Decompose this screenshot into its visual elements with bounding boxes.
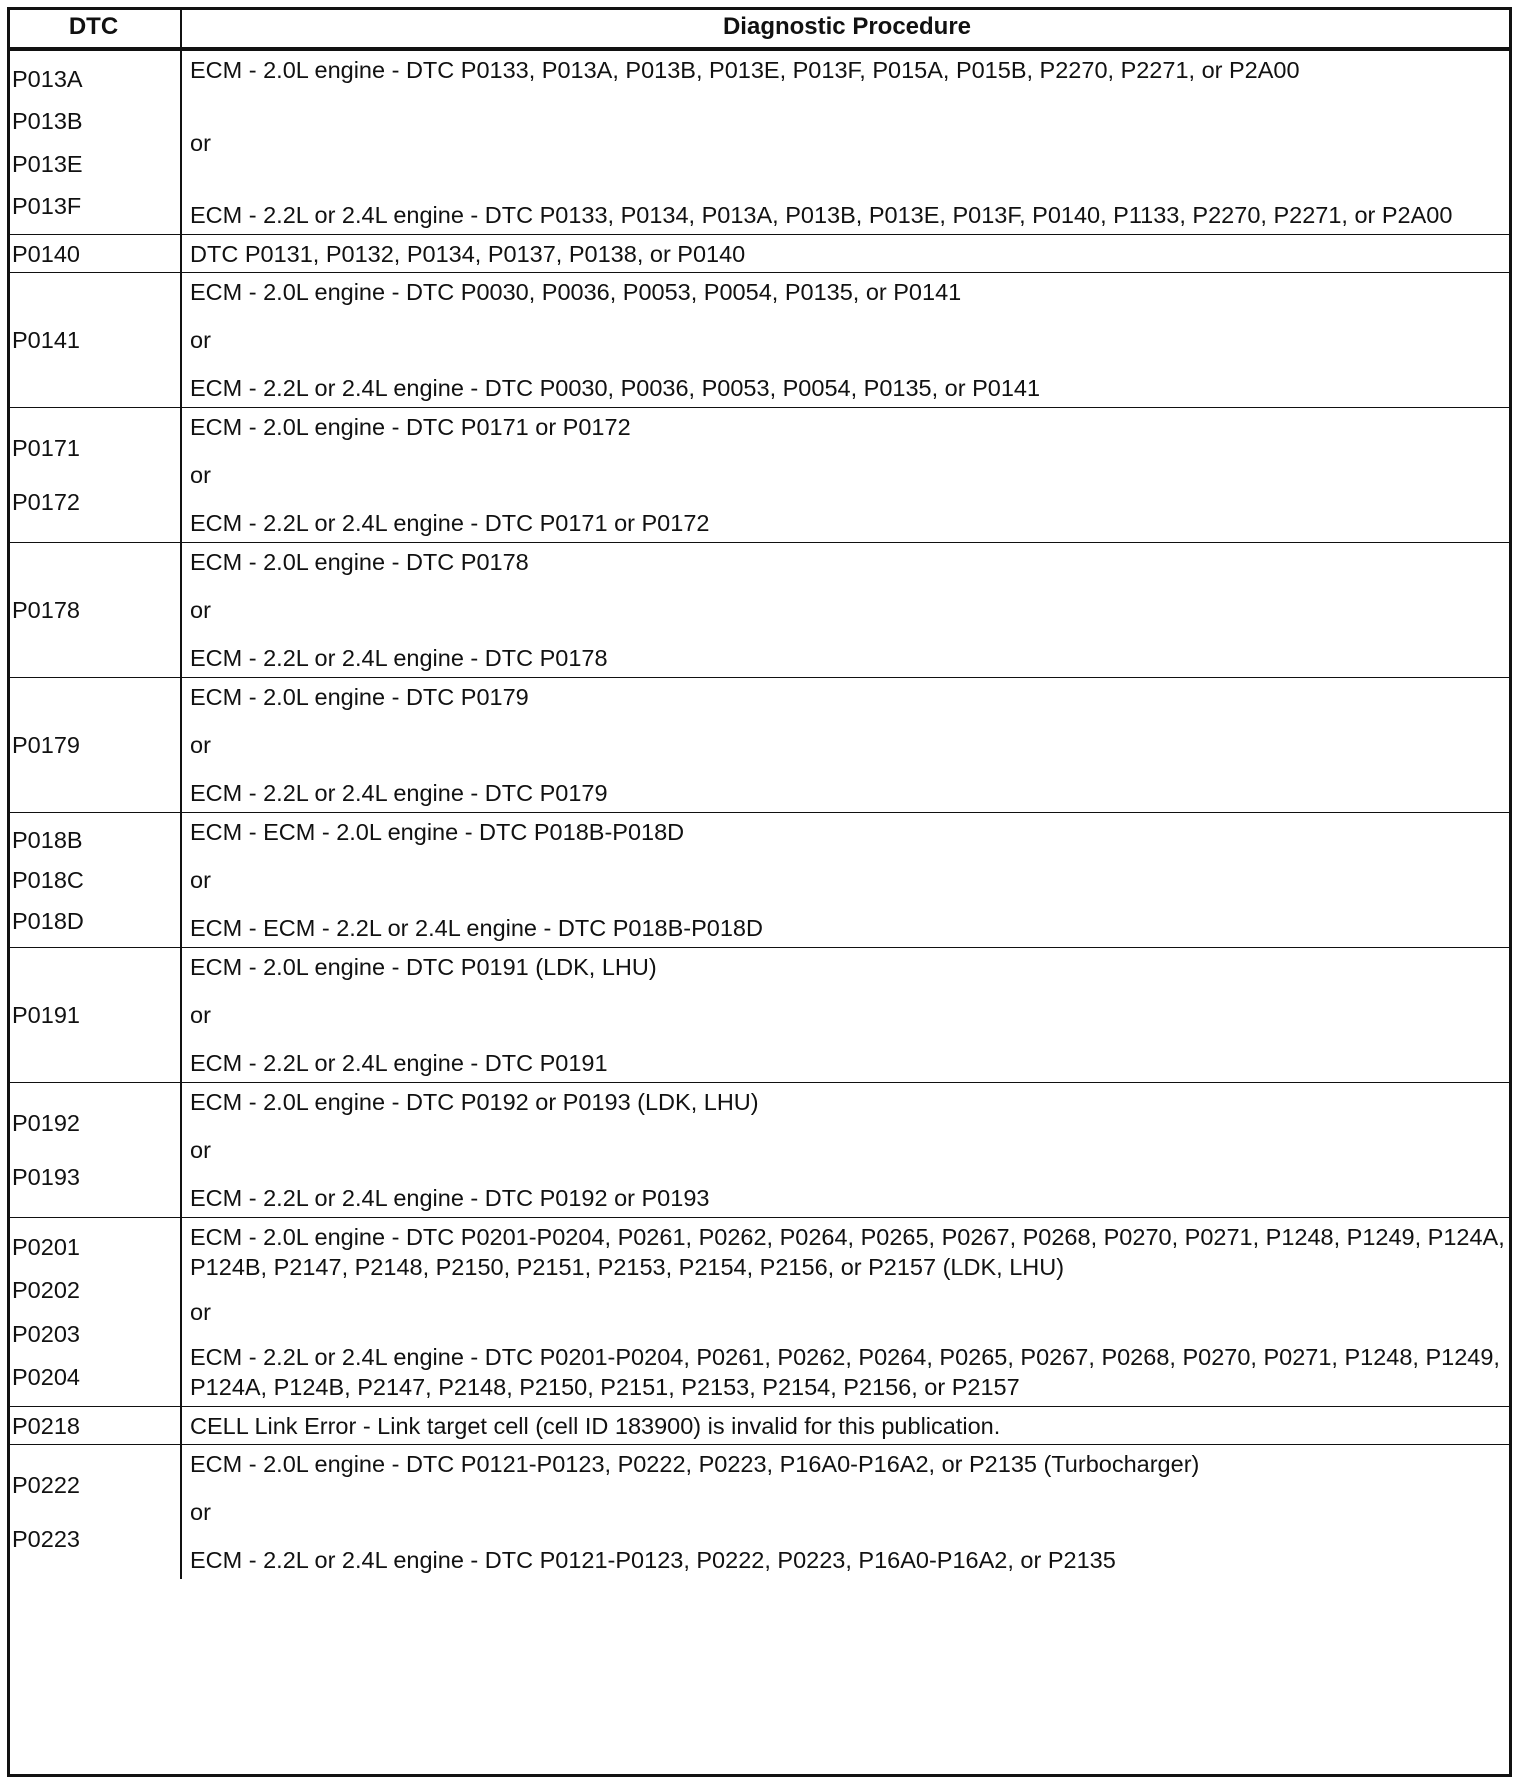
dtc-code: P0193 bbox=[12, 1164, 80, 1190]
procedure-or: or bbox=[190, 1137, 211, 1163]
dtc-code: P0141 bbox=[12, 327, 80, 353]
procedure-line: ECM - 2.0L engine - DTC P0171 or P0172 bbox=[190, 414, 631, 440]
procedure-or: or bbox=[190, 129, 211, 156]
procedure-line: ECM - 2.0L engine - DTC P0121-P0123, P0222, P0223, P16A0-P16A2, or P2135 (Turbocharger) bbox=[190, 1451, 1200, 1477]
procedure-line: CELL Link Error - Link target cell (cell ID 183900) is invalid for this publication. bbox=[190, 1412, 1001, 1439]
procedure-line: ECM - 2.2L or 2.4L engine - DTC P0030, P0036, P0053, P0054, P0135, or P0141 bbox=[190, 375, 1041, 401]
dtc-code: P0192 bbox=[12, 1110, 80, 1136]
dtc-code: P0171 bbox=[12, 435, 80, 461]
dtc-code: P0191 bbox=[12, 1002, 80, 1028]
procedure-line: ECM - 2.2L or 2.4L engine - DTC P0191 bbox=[190, 1050, 608, 1076]
procedure-line: ECM - 2.2L or 2.4L engine - DTC P0133, P0134, P013A, P013B, P013E, P013F, P0140, P1133, P2270, P2271, or P2A00 bbox=[190, 202, 1453, 228]
dtc-code: P013B bbox=[12, 108, 83, 135]
procedure-line: ECM - 2.0L engine - DTC P0030, P0036, P0053, P0054, P0135, or P0141 bbox=[190, 279, 962, 305]
procedure-line: ECM - 2.0L engine - DTC P0179 bbox=[190, 684, 529, 710]
procedure-or: or bbox=[190, 462, 211, 488]
dtc-code: P0204 bbox=[12, 1363, 80, 1390]
procedure-line: ECM - 2.0L engine - DTC P0191 (LDK, LHU) bbox=[190, 954, 657, 980]
procedure-or: or bbox=[190, 1499, 211, 1525]
procedure-line: ECM - 2.2L or 2.4L engine - DTC P0171 or P0172 bbox=[190, 510, 710, 536]
dtc-code: P0201 bbox=[12, 1234, 80, 1261]
procedure-or: or bbox=[190, 327, 211, 353]
procedure-line: ECM - 2.2L or 2.4L engine - DTC P0121-P0123, P0222, P0223, P16A0-P16A2, or P2135 bbox=[190, 1547, 1116, 1573]
dtc-code: P0172 bbox=[12, 489, 80, 515]
procedure-line: ECM - 2.2L or 2.4L engine - DTC P0179 bbox=[190, 780, 608, 806]
procedure-line: ECM - 2.2L or 2.4L engine - DTC P0192 or P0193 bbox=[190, 1185, 710, 1211]
dtc-code: P0218 bbox=[12, 1412, 80, 1439]
dtc-code: P013E bbox=[12, 150, 83, 177]
dtc-code: P0203 bbox=[12, 1320, 80, 1347]
dtc-code: P0179 bbox=[12, 732, 80, 758]
procedure-line: ECM - 2.0L engine - DTC P0201-P0204, P0261, P0262, P0264, P0265, P0267, P0268, P0270, P0271, P1248, P1249, P124A, P124B, P2147, P2148, P2150, P2151, P2153, P2154, P2156, or P2157 (LDK, LHU) bbox=[190, 1224, 1505, 1280]
dtc-code: P0223 bbox=[12, 1526, 80, 1552]
table-frame bbox=[7, 7, 1512, 1777]
procedure-or: or bbox=[190, 597, 211, 623]
dtc-code: P013F bbox=[12, 192, 82, 219]
procedure-line: DTC P0131, P0132, P0134, P0137, P0138, or P0140 bbox=[190, 240, 746, 267]
procedure-or: or bbox=[190, 1002, 211, 1028]
header-dtc: DTC bbox=[7, 7, 181, 49]
dtc-code: P013A bbox=[12, 66, 83, 93]
procedure-or: or bbox=[190, 732, 211, 758]
dtc-code: P0178 bbox=[12, 597, 80, 623]
dtc-code: P0222 bbox=[12, 1472, 80, 1498]
procedure-line: ECM - 2.2L or 2.4L engine - DTC P0178 bbox=[190, 645, 608, 671]
procedure-line: ECM - ECM - 2.0L engine - DTC P018B-P018D bbox=[190, 819, 685, 845]
dtc-code: P018B bbox=[12, 826, 83, 853]
dtc-code: P0140 bbox=[12, 240, 80, 267]
procedure-line: ECM - 2.0L engine - DTC P0178 bbox=[190, 549, 529, 575]
procedure-line: ECM - 2.0L engine - DTC P0192 or P0193 (LDK, LHU) bbox=[190, 1089, 759, 1115]
procedure-line: ECM - 2.0L engine - DTC P0133, P013A, P013B, P013E, P013F, P015A, P015B, P2270, P2271, or P2A00 bbox=[190, 57, 1300, 83]
header-diagnostic-procedure: Diagnostic Procedure bbox=[181, 7, 1512, 49]
procedure-or: or bbox=[190, 1299, 211, 1325]
procedure-line: ECM - 2.2L or 2.4L engine - DTC P0201-P0204, P0261, P0262, P0264, P0265, P0267, P0268, P0270, P0271, P1248, P1249, P124A, P124B, P2147, P2148, P2150, P2151, P2153, P2154, P2156, or P2157 bbox=[190, 1344, 1500, 1400]
dtc-code: P018C bbox=[12, 867, 84, 893]
procedure-or: or bbox=[190, 867, 211, 893]
procedure-line: ECM - ECM - 2.2L or 2.4L engine - DTC P018B-P018D bbox=[190, 915, 763, 941]
dtc-code: P018D bbox=[12, 907, 84, 934]
dtc-code: P0202 bbox=[12, 1277, 80, 1304]
